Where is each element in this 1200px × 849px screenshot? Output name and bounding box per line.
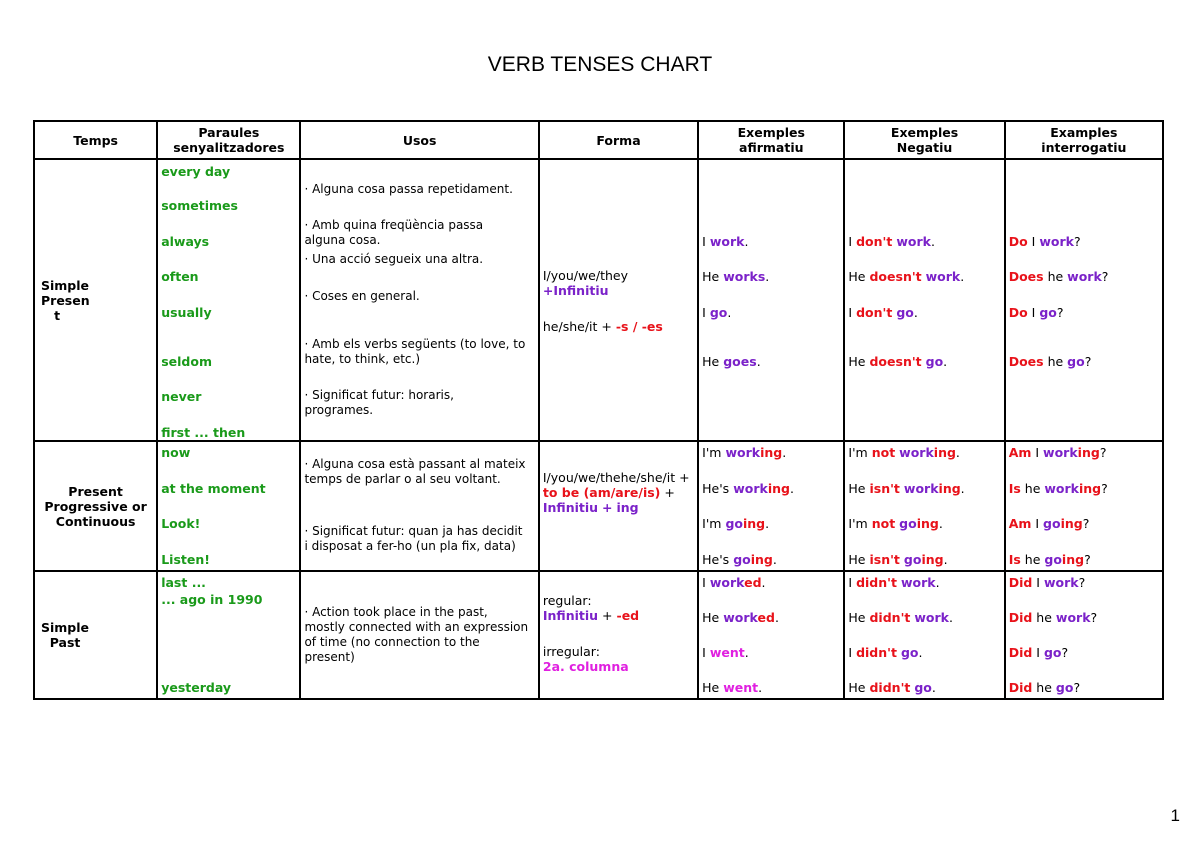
example-sentence: He goes. bbox=[702, 354, 761, 369]
signal-word: Listen! bbox=[161, 552, 210, 567]
form-simple-past bbox=[539, 571, 698, 699]
use-item: · Significat futur: horaris, programes. bbox=[304, 388, 454, 417]
example-sentence: He works. bbox=[702, 269, 770, 284]
signal-words-present-progressive bbox=[157, 441, 300, 571]
affirmative-simple-past bbox=[698, 571, 844, 699]
example-sentence: Do I go? bbox=[1008, 305, 1064, 320]
col-header-forma: Forma bbox=[539, 121, 698, 159]
page-number: 1 bbox=[1170, 806, 1180, 825]
use-item: · Significat futur: quan ja has decidit i disposat a fer-ho (un pla fix, data) bbox=[304, 524, 523, 553]
form-subjects: I/you/we/thehe/she/it + bbox=[542, 470, 690, 485]
example-sentence: I don't go. bbox=[848, 305, 918, 320]
example-sentence: Does he work? bbox=[1008, 269, 1109, 284]
example-sentence: He worked. bbox=[702, 610, 779, 625]
example-sentence: Did he work? bbox=[1008, 610, 1098, 625]
col-header-temps: Temps bbox=[34, 121, 157, 159]
form-irregular: 2a. columna bbox=[542, 659, 629, 674]
use-item: · Alguna cosa passa repetidament. bbox=[304, 182, 513, 196]
negative-simple-present bbox=[844, 159, 1004, 441]
signal-word: yesterday bbox=[161, 680, 232, 695]
example-sentence: He's going. bbox=[702, 552, 777, 567]
example-sentence: I didn't go. bbox=[848, 645, 923, 660]
form-regular: Infinitiu + -ed bbox=[542, 608, 640, 623]
uses-simple-present bbox=[300, 159, 538, 441]
header-row bbox=[34, 121, 1163, 159]
signal-words-simple-present bbox=[157, 159, 300, 441]
example-sentence: He didn't work. bbox=[848, 610, 953, 625]
example-sentence: I'm going. bbox=[702, 516, 770, 531]
form-regular-label: regular: bbox=[542, 593, 592, 608]
uses-present-progressive bbox=[300, 441, 538, 571]
signal-word: now bbox=[161, 445, 191, 460]
interrogative-simple-past bbox=[1005, 571, 1163, 699]
example-sentence: Am I working? bbox=[1008, 445, 1107, 460]
example-sentence: I didn't work. bbox=[848, 575, 940, 590]
form-infinitive: +Infinitiu bbox=[542, 283, 609, 298]
col-header-interrogatiu: Examples interrogatiu bbox=[1005, 121, 1163, 159]
form-irregular-label: irregular: bbox=[542, 644, 600, 659]
example-sentence: I'm working. bbox=[702, 445, 787, 460]
signal-word: every day bbox=[161, 164, 231, 179]
example-sentence: I work. bbox=[702, 234, 749, 249]
negative-simple-past bbox=[844, 571, 1004, 699]
signal-word: never bbox=[161, 389, 202, 404]
use-item: · Amb els verbs següents (to love, to hate, to think, etc.) bbox=[304, 337, 526, 366]
example-sentence: Is he going? bbox=[1008, 552, 1091, 567]
use-item: · Action took place in the past, mostly connected with an expression of time (no connection to the present) bbox=[304, 605, 529, 664]
negative-present-progressive bbox=[844, 441, 1004, 571]
row-present-progressive bbox=[34, 441, 1163, 571]
verb-tenses-table bbox=[33, 120, 1164, 700]
row-simple-past bbox=[34, 571, 1163, 699]
signal-word: last ... bbox=[161, 575, 206, 590]
col-header-afirmatiu: Exemples afirmatiu bbox=[698, 121, 844, 159]
uses-simple-past bbox=[300, 571, 538, 699]
interrogative-present-progressive bbox=[1005, 441, 1163, 571]
example-sentence: Did I go? bbox=[1008, 645, 1069, 660]
signal-word: always bbox=[161, 234, 210, 249]
use-item: · Alguna cosa està passant al mateix temps de parlar o al seu voltant. bbox=[304, 457, 526, 486]
col-header-paraules: Paraules senyalitzadores bbox=[157, 121, 300, 159]
signal-word: sometimes bbox=[161, 198, 238, 213]
example-sentence: Am I going? bbox=[1008, 516, 1090, 531]
affirmative-simple-present bbox=[698, 159, 844, 441]
signal-word: seldom bbox=[161, 354, 212, 369]
example-sentence: He didn't go. bbox=[848, 680, 936, 695]
example-sentence: Did he go? bbox=[1008, 680, 1081, 695]
example-sentence: He doesn't go. bbox=[848, 354, 948, 369]
use-item: · Amb quina freqüència passa alguna cosa. bbox=[304, 218, 484, 247]
signal-words-simple-past bbox=[157, 571, 300, 699]
signal-word: Look! bbox=[161, 516, 201, 531]
form-third-person: he/she/it + -s / -es bbox=[542, 319, 663, 334]
example-sentence: I go. bbox=[702, 305, 732, 320]
signal-word: first ... then bbox=[161, 425, 246, 440]
example-sentence: Do I work? bbox=[1008, 234, 1081, 249]
form-subjects: I/you/we/they bbox=[542, 268, 628, 283]
example-sentence: Did I work? bbox=[1008, 575, 1086, 590]
example-sentence: He went. bbox=[702, 680, 763, 695]
example-sentence: He isn't working. bbox=[848, 481, 965, 496]
signal-word: usually bbox=[161, 305, 212, 320]
example-sentence: I worked. bbox=[702, 575, 766, 590]
example-sentence: Is he working? bbox=[1008, 481, 1108, 496]
col-header-usos: Usos bbox=[300, 121, 538, 159]
form-to-be: to be (am/are/is) + bbox=[542, 485, 675, 500]
row-simple-present bbox=[34, 159, 1163, 441]
form-simple-present bbox=[539, 159, 698, 441]
form-present-progressive bbox=[539, 441, 698, 571]
example-sentence: I'm not working. bbox=[848, 445, 960, 460]
example-sentence: He's working. bbox=[702, 481, 794, 496]
tense-present-progressive: Present Progressive or Continuous bbox=[34, 441, 157, 571]
example-sentence: I don't work. bbox=[848, 234, 935, 249]
tense-simple-past: Simple Past bbox=[34, 571, 157, 699]
signal-word: often bbox=[161, 269, 199, 284]
signal-word: ... ago in 1990 bbox=[161, 592, 263, 607]
example-sentence: He isn't going. bbox=[848, 552, 948, 567]
signal-word: at the moment bbox=[161, 481, 266, 496]
form-infinitive-ing: Infinitiu + ing bbox=[542, 500, 639, 515]
use-item: · Una acció segueix una altra. bbox=[304, 252, 484, 266]
tense-simple-present: Simple Presen t bbox=[34, 159, 157, 441]
example-sentence: I went. bbox=[702, 645, 749, 660]
example-sentence: He doesn't work. bbox=[848, 269, 965, 284]
col-header-negatiu: Exemples Negatiu bbox=[844, 121, 1004, 159]
interrogative-simple-present bbox=[1005, 159, 1163, 441]
affirmative-present-progressive bbox=[698, 441, 844, 571]
example-sentence: I'm not going. bbox=[848, 516, 943, 531]
use-item: · Coses en general. bbox=[304, 289, 420, 303]
example-sentence: Does he go? bbox=[1008, 354, 1092, 369]
page-title: VERB TENSES CHART bbox=[487, 53, 713, 76]
